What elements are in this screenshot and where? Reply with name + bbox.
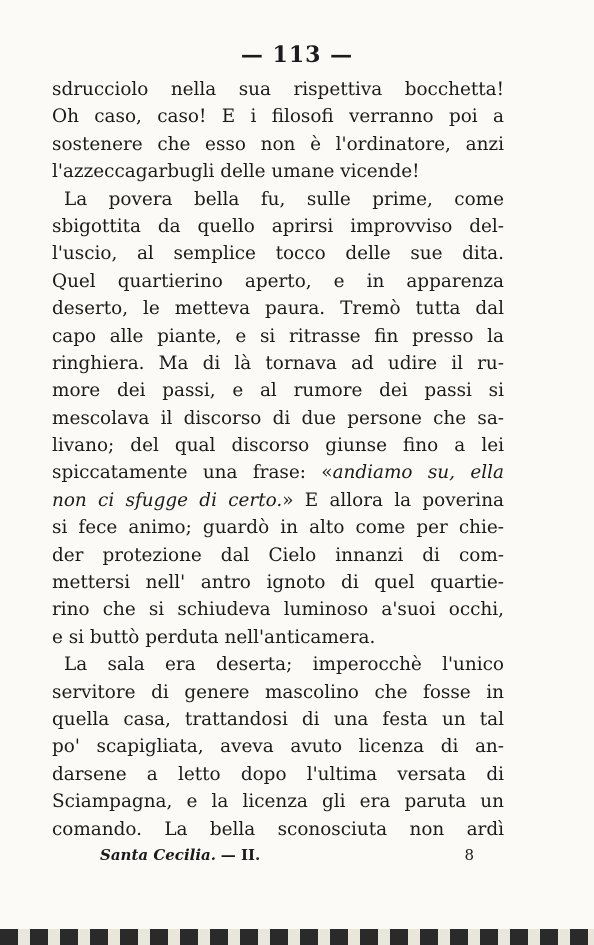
line-text: La sala era deserta; imperocchè l'unico — [64, 654, 504, 676]
line-text: servitore di genere mascolino che fosse in — [52, 681, 504, 703]
text-line — [52, 295, 504, 322]
text-line — [52, 651, 504, 678]
line-text: sbigottita da quello aprirsi improvviso del- — [52, 215, 504, 237]
text-line — [52, 761, 504, 788]
text-line — [52, 569, 504, 596]
text-line — [52, 788, 504, 815]
text-line — [52, 596, 504, 623]
line-text: livano; del qual discorso giunse fino a lei — [52, 435, 504, 457]
footer-title-line — [100, 846, 260, 864]
footer-signature-mark: 8 — [464, 846, 474, 864]
text-line — [52, 158, 504, 185]
text-line — [52, 103, 504, 130]
line-text: mescolava il discorso di due persone che sa- — [52, 407, 504, 429]
text-line — [52, 350, 504, 377]
italic-quote: andiamo su, ella — [332, 462, 504, 484]
line-text: Oh caso, caso! E i filosofi verranno poi a — [52, 106, 504, 128]
line-text: sostenere che esso non è l'ordinatore, anzi — [52, 133, 504, 155]
text-line — [52, 624, 504, 651]
line-text: l'azzeccagarbugli delle umane vicende! — [52, 161, 420, 183]
line-text: ringhiera. Ma di là tornava ad udire il ru- — [52, 352, 504, 374]
text-line — [52, 213, 504, 240]
body-text — [52, 76, 504, 843]
line-text: po' scapigliata, aveva avuto licenza di an- — [52, 736, 504, 758]
line-text: der protezione dal Cielo innanzi di com- — [52, 544, 504, 566]
line-text: Sciampagna, e la licenza gli era paruta un — [52, 791, 504, 813]
text-line — [52, 679, 504, 706]
footer-book-title: Santa Cecilia. — [100, 846, 216, 864]
line-text: more dei passi, e al rumore dei passi si — [52, 380, 504, 402]
text-line — [52, 131, 504, 158]
text-line — [52, 240, 504, 267]
text-line — [52, 542, 504, 569]
footer-volume: — II. — [220, 846, 261, 864]
line-text: si fece animo; guardò in alto come per chie- — [52, 517, 504, 539]
text-line — [52, 405, 504, 432]
text-line — [52, 816, 504, 843]
text-line — [52, 514, 504, 541]
page-number: — 113 — — [240, 42, 354, 68]
page-footer — [100, 846, 474, 864]
line-text: capo alle piante, e si ritrasse fin presso la — [52, 325, 504, 347]
text-line — [52, 323, 504, 350]
line-text: » E allora la poverina — [282, 489, 504, 511]
text-line — [52, 733, 504, 760]
scan-edge-strip — [0, 929, 594, 945]
italic-quote: non ci sfugge di certo. — [52, 489, 283, 511]
text-line — [52, 76, 504, 103]
text-line — [52, 432, 504, 459]
text-line — [52, 706, 504, 733]
line-text: comando. La bella sconosciuta non ardì — [52, 818, 504, 840]
line-text: quella casa, trattandosi di una festa un tal — [52, 708, 504, 730]
line-text: sdrucciolo nella sua rispettiva bocchetta! — [52, 79, 504, 100]
line-text: mettersi nell' antro ignoto di quel quartie- — [52, 572, 504, 594]
line-text: La povera bella fu, sulle prime, come — [64, 188, 504, 210]
line-text: Quel quartierino aperto, e in apparenza — [52, 270, 504, 292]
line-text: spiccatamente una frase: « — [52, 462, 333, 484]
line-text: darsene a letto dopo l'ultima versata di — [52, 763, 504, 785]
text-line — [52, 186, 504, 213]
line-text: deserto, le metteva paura. Tremò tutta dal — [52, 298, 504, 320]
text-line — [52, 459, 504, 486]
line-text: l'uscio, al semplice tocco delle sue dita. — [52, 243, 504, 265]
text-line — [52, 377, 504, 404]
text-line — [52, 268, 504, 295]
text-line — [52, 487, 504, 514]
line-text: e si buttò perduta nell'anticamera. — [52, 626, 376, 648]
line-text: rino che si schiudeva luminoso a'suoi occhi, — [52, 599, 504, 621]
